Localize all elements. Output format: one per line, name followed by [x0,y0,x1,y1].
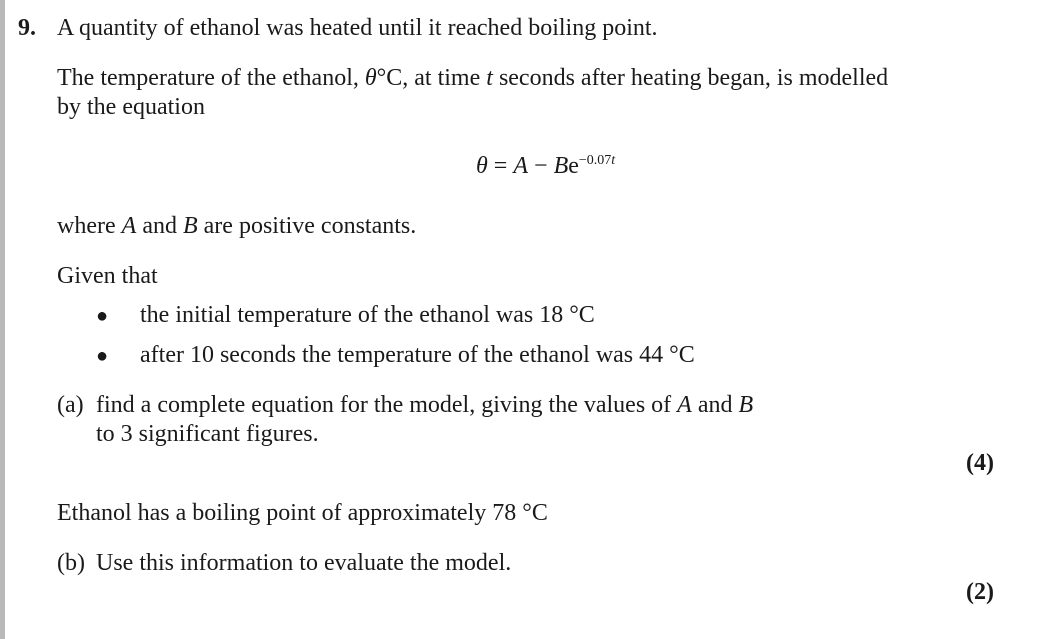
model-equation [476,152,615,184]
part-a-text: and [691,392,739,418]
eq-exp-base: e [568,153,579,179]
where-text: where [57,213,122,239]
part-a-marks: (4) [966,450,994,476]
where-constant-b: B [182,213,198,239]
stem-line-2: by the equation [57,94,205,120]
stem-line-1 [57,64,888,93]
part-a-text: find a complete equation for the model, giving the values of [96,392,678,418]
eq-theta: θ [476,153,488,179]
eq-exponent [579,153,615,168]
eq-constant-b: B [553,153,569,179]
given-that-heading: Given that [57,263,158,289]
where-constant-a: A [121,213,137,239]
part-a-line-1 [96,391,753,420]
given-condition-1: the initial temperature of the ethanol was 18 °C [140,302,595,328]
eq-exponent-number: −0.07 [578,153,612,168]
question-intro: A quantity of ethanol was heated until it reached boiling point. [57,15,658,41]
bullet-icon: ● [96,305,109,327]
given-condition-2: after 10 seconds the temperature of the ethanol was 44 °C [140,342,695,368]
part-a-constant-b: B [738,392,754,418]
part-a-constant-a: A [677,392,692,418]
stem-text: °C, at time [376,65,487,91]
part-b-text: Use this information to evaluate the model. [96,550,512,576]
time-variable: t [486,65,493,91]
stem-text: The temperature of the ethanol, [57,65,365,91]
eq-equals: = [487,153,514,179]
left-margin-rule [0,0,5,639]
eq-exponent-variable: t [611,153,616,168]
part-a-line-2: to 3 significant figures. [96,421,319,447]
theta-symbol: θ [364,65,377,91]
boiling-point-statement: Ethanol has a boiling point of approximately 78 °C [57,500,548,526]
part-a-label: (a) [57,392,84,418]
eq-constant-a: A [513,153,529,179]
bullet-icon: ● [96,345,109,367]
question-number: 9. [18,15,36,41]
stem-text: seconds after heating began, is modelled [492,65,889,91]
where-text: are positive constants. [197,213,417,239]
eq-minus: − [528,153,554,179]
where-text: and [136,213,183,239]
part-b-label: (b) [57,550,85,576]
constants-statement [57,212,416,241]
part-b-marks: (2) [966,579,994,605]
